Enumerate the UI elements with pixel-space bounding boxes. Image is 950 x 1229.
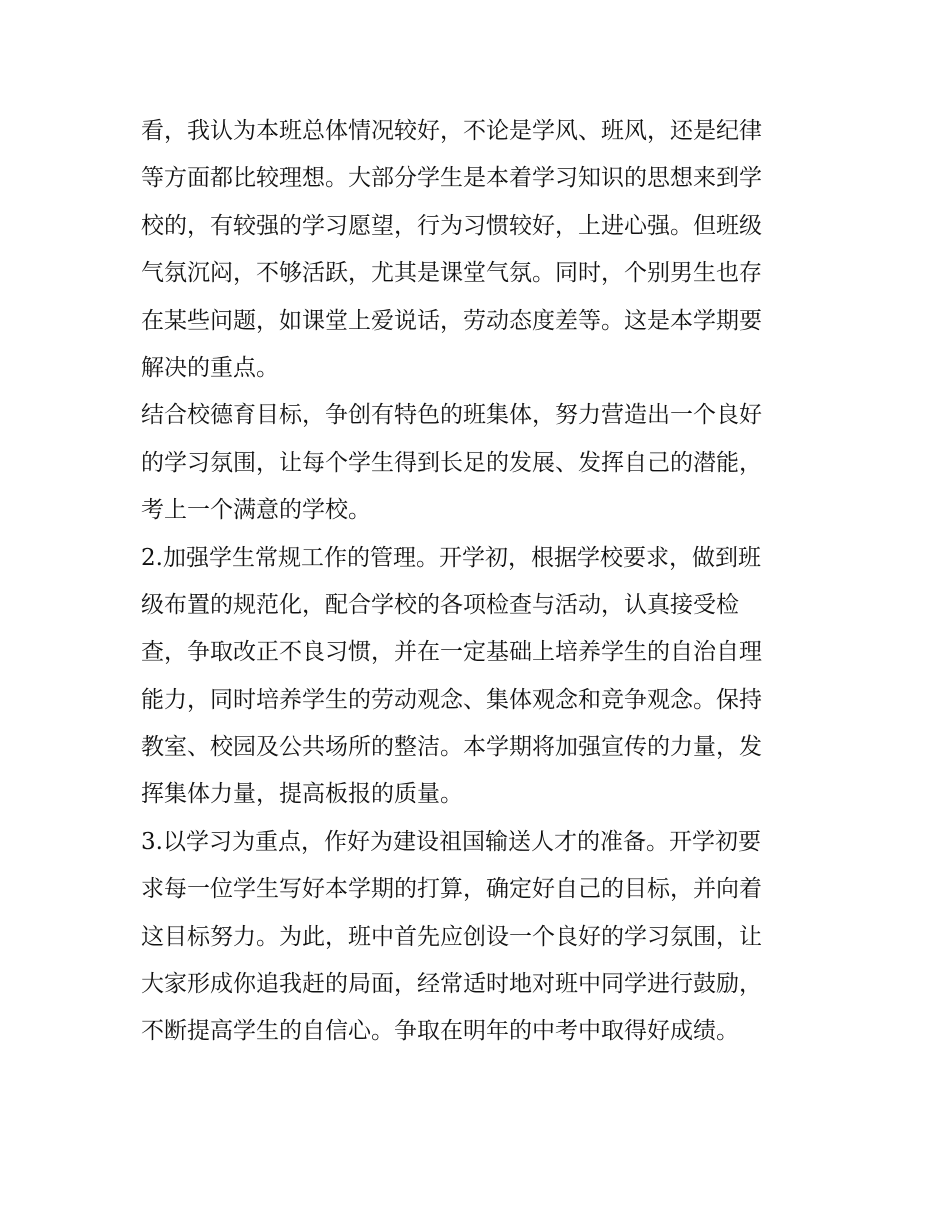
text-line: 不断提高学生的自信心。争取在明年的中考中取得好成绩。 [141, 1018, 739, 1045]
text-line: 3.以学习为重点，作好为建设祖国输送人才的准备。开学初要 [141, 828, 761, 855]
text-line: 挥集体力量，提高板报的质量。 [141, 781, 463, 808]
text-line: 能力，同时培养学生的劳动观念、集体观念和竞争观念。保持 [141, 686, 762, 713]
text-line: 大家形成你追我赶的局面，经常适时地对班中同学进行鼓励， [141, 971, 762, 998]
text-line: 等方面都比较理想。大部分学生是本着学习知识的思想来到学 [141, 165, 762, 192]
text-line: 的学习氛围，让每个学生得到长足的发展、发挥自己的潜能， [141, 449, 762, 476]
text-line: 这目标努力。为此，班中首先应创设一个良好的学习氛围，让 [141, 923, 762, 950]
text-line: 在某些问题，如课堂上爱说话，劳动态度差等。这是本学期要 [141, 307, 762, 334]
text-line: 级布置的规范化，配合学校的各项检查与活动，认真接受检 [141, 591, 739, 618]
text-line: 2.加强学生常规工作的管理。开学初，根据学校要求，做到班 [141, 544, 761, 571]
text-line: 看，我认为本班总体情况较好，不论是学风、班风，还是纪律 [141, 118, 762, 144]
text-line: 教室、校园及公共场所的整洁。本学期将加强宣传的力量，发 [141, 734, 762, 761]
text-line: 解决的重点。 [141, 354, 279, 381]
body-text [141, 108, 821, 1056]
text-line: 结合校德育目标，争创有特色的班集体，努力营造出一个良好 [141, 402, 762, 429]
text-line: 校的，有较强的学习愿望，行为习惯较好，上进心强。但班级 [141, 212, 762, 239]
text-line: 考上一个满意的学校。 [141, 497, 371, 524]
text-line: 气氛沉闷，不够活跃，尤其是课堂气氛。同时，个别男生也存 [141, 260, 762, 287]
text-line: 求每一位学生写好本学期的打算，确定好自己的目标，并向着 [141, 876, 762, 903]
text-line: 查，争取改正不良习惯，并在一定基础上培养学生的自治自理 [141, 639, 762, 666]
